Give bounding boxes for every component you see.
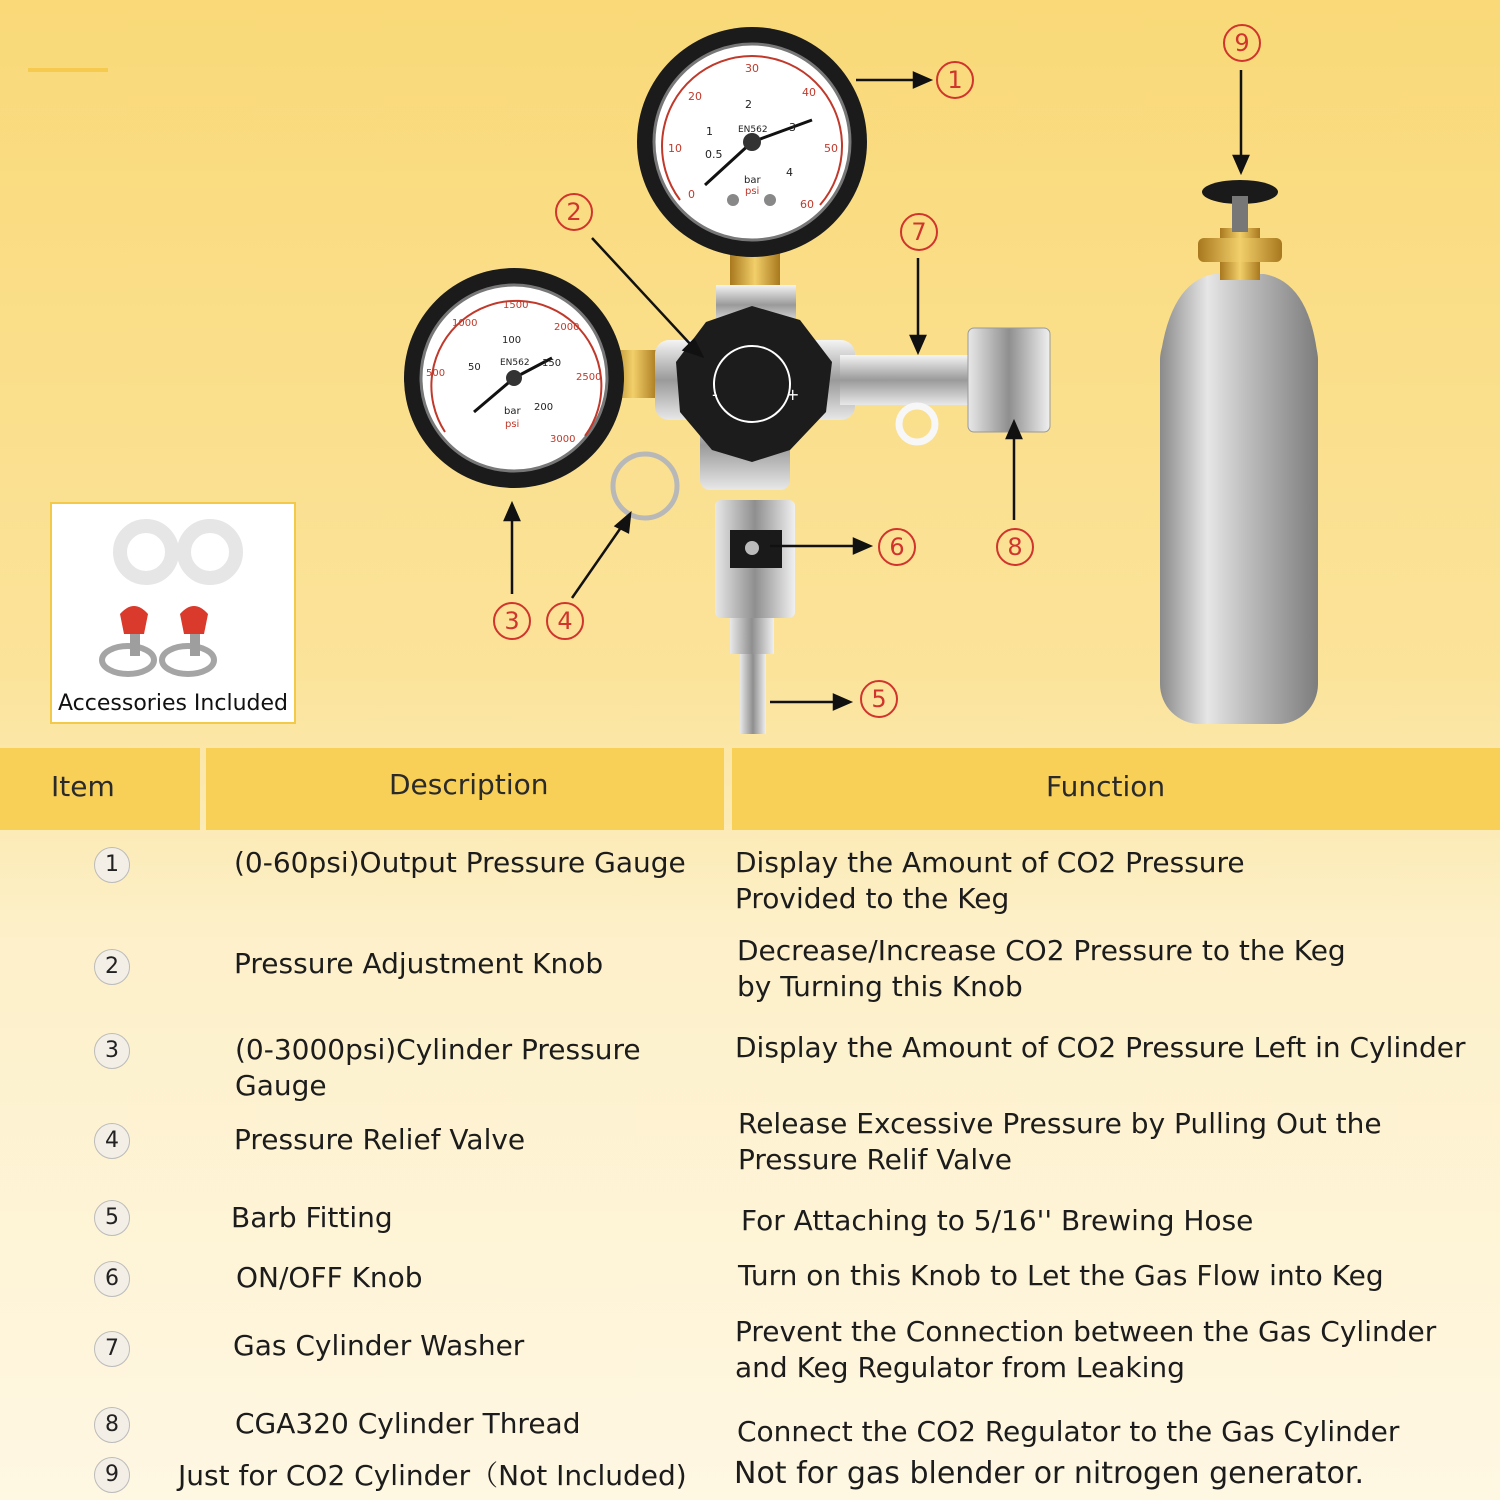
- row-function: Not for gas blender or nitrogen generator.: [734, 1456, 1365, 1491]
- output-gauge-psi-tick: 30: [745, 62, 759, 75]
- accessories-panel: [50, 502, 296, 724]
- row-number: 3: [94, 1033, 130, 1069]
- cylinder-gauge-psi-tick: 1000: [452, 318, 478, 329]
- row-function: and Keg Regulator from Leaking: [735, 1351, 1185, 1384]
- row-function: Decrease/Increase CO2 Pressure to the Keg: [737, 934, 1346, 967]
- cylinder-gauge-psi-tick: 500: [426, 368, 446, 379]
- output-gauge-bar-tick: 3: [789, 121, 796, 134]
- callout-8: 8: [996, 528, 1034, 566]
- callout-3: 3: [493, 602, 531, 640]
- row-function: For Attaching to 5/16'' Brewing Hose: [741, 1204, 1254, 1237]
- callout-4: 4: [546, 602, 584, 640]
- row-number: 4: [94, 1123, 130, 1159]
- header-function: Function: [1046, 770, 1166, 803]
- header-item: Item: [51, 770, 115, 803]
- co2-cylinder: [1160, 180, 1318, 724]
- row-function: Prevent the Connection between the Gas Cylinder: [735, 1315, 1437, 1348]
- cylinder-gauge-psi-tick: 1500: [503, 300, 529, 311]
- row-description: Just for CO2 Cylinder（Not Included): [178, 1459, 687, 1492]
- row-number: 1: [94, 847, 130, 883]
- row-function: by Turning this Knob: [737, 970, 1023, 1003]
- row-function: Pressure Relif Valve: [738, 1143, 1012, 1176]
- output-gauge-unit-bar: bar: [744, 175, 761, 186]
- output-gauge-psi-tick: 0: [688, 188, 695, 201]
- row-description: Pressure Adjustment Knob: [234, 947, 604, 980]
- row-function: Release Excessive Pressure by Pulling Out the: [738, 1107, 1382, 1140]
- cylinder-gauge-unit-bar: bar: [504, 406, 521, 417]
- row-description: Gas Cylinder Washer: [233, 1329, 525, 1362]
- callout-9: 9: [1223, 24, 1261, 62]
- row-description: CGA320 Cylinder Thread: [235, 1407, 581, 1440]
- callout-1: 1: [936, 61, 974, 99]
- output-gauge-psi-tick: 50: [824, 142, 838, 155]
- output-gauge-bar-tick: 4: [786, 166, 793, 179]
- output-gauge-psi-tick: 60: [800, 198, 814, 211]
- accessories-image: [52, 504, 294, 694]
- header-description: Description: [389, 768, 549, 801]
- row-number: 8: [94, 1407, 130, 1443]
- output-gauge-psi-tick: 10: [668, 142, 682, 155]
- accessories-label: Accessories Included: [58, 691, 288, 716]
- regulator-body: [613, 285, 1050, 734]
- callout-5: 5: [860, 680, 898, 718]
- output-gauge-psi-tick: 40: [802, 86, 816, 99]
- cylinder-gauge-bar-tick: 50: [468, 362, 481, 373]
- row-number: 7: [94, 1331, 130, 1367]
- cylinder-gauge-psi-tick: 3000: [550, 434, 576, 445]
- row-description: (0-3000psi)Cylinder Pressure: [235, 1033, 641, 1066]
- cylinder-gauge-bar-tick: 100: [502, 335, 522, 346]
- row-function: Provided to the Keg: [735, 882, 1010, 915]
- output-gauge-model: EN562: [738, 125, 768, 135]
- output-gauge-bar-tick: 2: [745, 98, 752, 111]
- row-number: 5: [94, 1200, 130, 1236]
- row-function: Connect the CO2 Regulator to the Gas Cylinder: [737, 1415, 1400, 1448]
- row-number: 9: [94, 1457, 130, 1493]
- cylinder-gauge-psi-tick: 2500: [576, 372, 602, 383]
- row-number: 6: [94, 1261, 130, 1297]
- output-gauge-bar-tick: 1: [706, 125, 713, 138]
- specification-table: [0, 748, 1500, 1500]
- cylinder-gauge-bar-tick: 150: [542, 358, 562, 369]
- row-description: ON/OFF Knob: [236, 1261, 423, 1294]
- callout-6: 6: [878, 528, 916, 566]
- cylinder-gauge-bar-tick: 200: [534, 402, 554, 413]
- callout-2: 2: [555, 193, 593, 231]
- row-description: Gauge: [235, 1069, 327, 1102]
- cylinder-gauge-model: EN562: [500, 358, 530, 368]
- row-description: (0-60psi)Output Pressure Gauge: [234, 846, 686, 879]
- row-function: Turn on this Knob to Let the Gas Flow into Keg: [738, 1259, 1384, 1292]
- cylinder-gauge-unit-psi: psi: [505, 419, 520, 430]
- row-function: Display the Amount of CO2 Pressure: [735, 846, 1245, 879]
- svg-text:-: -: [712, 385, 718, 404]
- row-number: 2: [94, 949, 130, 985]
- output-gauge-bar-tick: 0.5: [705, 148, 723, 161]
- callout-7: 7: [900, 213, 938, 251]
- svg-text:+: +: [786, 385, 800, 404]
- cylinder-gauge-psi-tick: 2000: [554, 322, 580, 333]
- row-description: Pressure Relief Valve: [234, 1123, 526, 1156]
- output-gauge-psi-tick: 20: [688, 90, 702, 103]
- row-description: Barb Fitting: [231, 1201, 393, 1234]
- output-gauge-unit-psi: psi: [745, 186, 760, 197]
- row-function: Display the Amount of CO2 Pressure Left in Cylinder: [735, 1031, 1466, 1064]
